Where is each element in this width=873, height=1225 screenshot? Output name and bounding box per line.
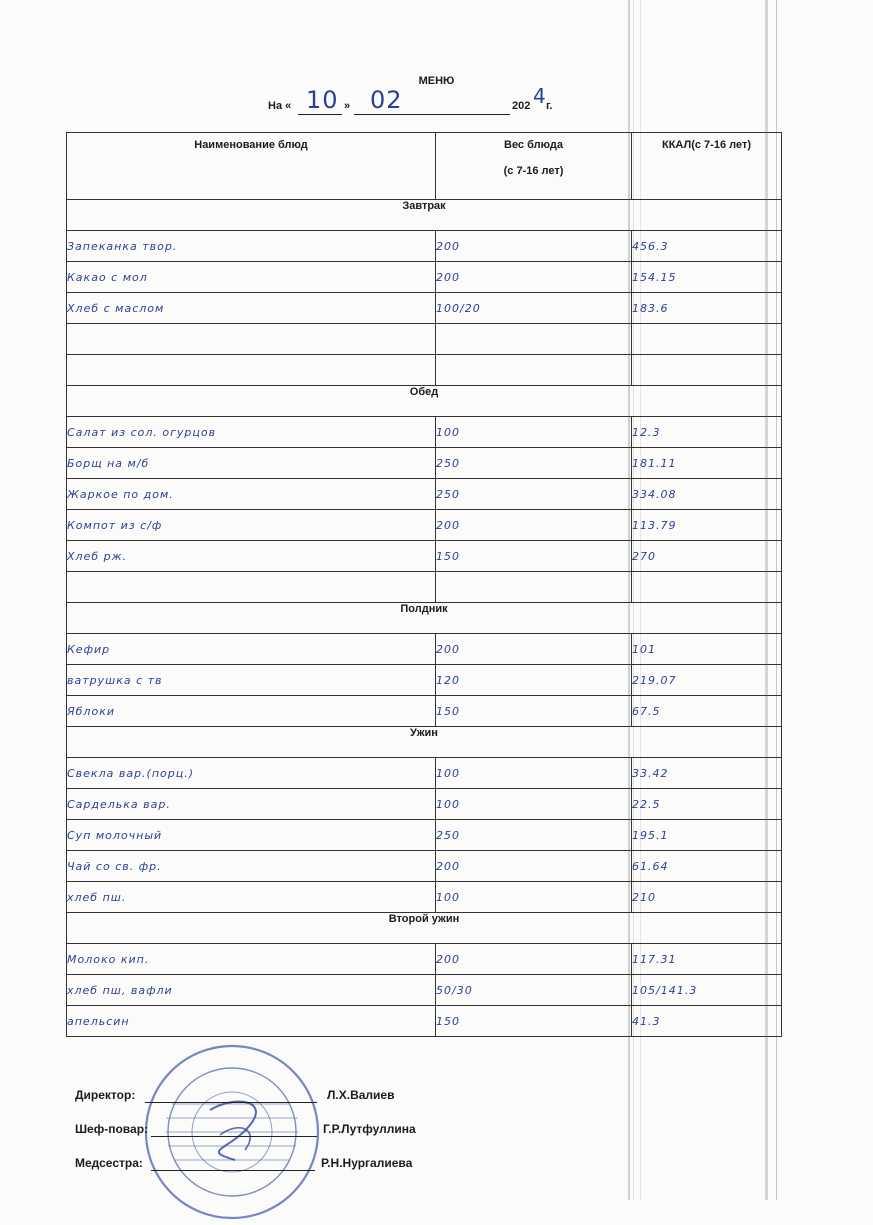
cell-name: Запеканка твор. (67, 231, 436, 262)
signature-role: Директор: (75, 1088, 136, 1102)
signature-role: Медсестра: (75, 1156, 143, 1170)
table-row (67, 572, 782, 603)
cell-name: Яблоки (67, 696, 436, 727)
date-year-prefix: 202 (512, 100, 531, 112)
cell-weight: 50/30 (436, 975, 632, 1006)
signature-line (151, 1136, 317, 1137)
cell-name: апельсин (67, 1006, 436, 1037)
cell-kcal: 183.6 (632, 293, 782, 324)
cell-kcal: 334.08 (632, 479, 782, 510)
cell-kcal: 67.5 (632, 696, 782, 727)
section-title: Второй ужин (67, 913, 782, 944)
cell-weight: 120 (436, 665, 632, 696)
cell-weight: 200 (436, 944, 632, 975)
cell-name: Суп молочный (67, 820, 436, 851)
cell-weight: 200 (436, 262, 632, 293)
cell-kcal: 105/141.3 (632, 975, 782, 1006)
cell-name: Сарделька вар. (67, 789, 436, 820)
section-title: Ужин (67, 727, 782, 758)
cell-name: Молоко кип. (67, 944, 436, 975)
cell-name: хлеб пш, вафли (67, 975, 436, 1006)
cell-name: Свекла вар.(порц.) (67, 758, 436, 789)
date-day: 10 (306, 86, 339, 114)
table-row (67, 231, 782, 262)
table-row (67, 541, 782, 572)
header-kcal: ККАЛ(с 7-16 лет) (632, 133, 782, 200)
date-prefix: На « (268, 100, 292, 112)
table-row (67, 355, 782, 386)
menu-body (67, 200, 782, 1037)
cell-weight: 100/20 (436, 293, 632, 324)
cell-weight: 150 (436, 541, 632, 572)
cell-weight (436, 324, 632, 355)
table-row (67, 479, 782, 510)
date-year-digit: 4 (533, 84, 547, 108)
cell-weight: 100 (436, 417, 632, 448)
date-underline (298, 114, 342, 115)
cell-kcal: 195.1 (632, 820, 782, 851)
cell-kcal: 456.3 (632, 231, 782, 262)
table-row (67, 1006, 782, 1037)
cell-weight: 250 (436, 479, 632, 510)
table-row (67, 665, 782, 696)
cell-name: Хлеб с маслом (67, 293, 436, 324)
table-row (67, 293, 782, 324)
signature-role: Шеф-повар: (75, 1122, 149, 1136)
cell-kcal: 113.79 (632, 510, 782, 541)
section-title: Полдник (67, 603, 782, 634)
cell-weight: 150 (436, 1006, 632, 1037)
section-row (67, 603, 782, 634)
official-stamp (140, 1040, 325, 1225)
cell-name: хлеб пш. (67, 882, 436, 913)
cell-weight: 200 (436, 510, 632, 541)
date-underline (354, 114, 510, 115)
table-row (67, 882, 782, 913)
cell-kcal: 61.64 (632, 851, 782, 882)
signature-line (145, 1102, 317, 1103)
section-title: Обед (67, 386, 782, 417)
cell-weight: 100 (436, 789, 632, 820)
table-row (67, 417, 782, 448)
cell-weight: 200 (436, 634, 632, 665)
cell-name: Компот из с/ф (67, 510, 436, 541)
cell-name: ватрушка с тв (67, 665, 436, 696)
cell-name (67, 324, 436, 355)
signature-person: Г.Р.Лутфуллина (323, 1122, 416, 1136)
table-row (67, 634, 782, 665)
cell-kcal: 33.42 (632, 758, 782, 789)
cell-weight (436, 355, 632, 386)
table-row (67, 789, 782, 820)
section-row (67, 913, 782, 944)
cell-kcal: 41.3 (632, 1006, 782, 1037)
document-title: МЕНЮ (418, 75, 455, 87)
section-row (67, 200, 782, 231)
cell-weight (436, 572, 632, 603)
cell-name (67, 355, 436, 386)
table-row (67, 696, 782, 727)
section-row (67, 727, 782, 758)
cell-weight: 250 (436, 820, 632, 851)
table-row (67, 944, 782, 975)
menu-table (66, 132, 782, 1037)
cell-name: Борщ на м/б (67, 448, 436, 479)
cell-kcal: 101 (632, 634, 782, 665)
table-row (67, 510, 782, 541)
cell-weight: 150 (436, 696, 632, 727)
cell-kcal (632, 355, 782, 386)
date-mid: » (344, 100, 351, 112)
cell-kcal: 22.5 (632, 789, 782, 820)
cell-weight: 100 (436, 758, 632, 789)
header-weight: Вес блюда (с 7-16 лет) (436, 133, 632, 200)
table-row (67, 975, 782, 1006)
section-row (67, 386, 782, 417)
cell-kcal: 219.07 (632, 665, 782, 696)
cell-name: Салат из сол. огурцов (67, 417, 436, 448)
cell-name: Хлеб рж. (67, 541, 436, 572)
signature-person: Р.Н.Нургалиева (321, 1156, 413, 1170)
table-row (67, 262, 782, 293)
cell-weight: 250 (436, 448, 632, 479)
cell-kcal: 270 (632, 541, 782, 572)
cell-name: Какао с мол (67, 262, 436, 293)
table-row (67, 448, 782, 479)
section-title: Завтрак (67, 200, 782, 231)
signature-line (151, 1170, 315, 1171)
cell-name: Кефир (67, 634, 436, 665)
cell-kcal: 181.11 (632, 448, 782, 479)
cell-kcal: 210 (632, 882, 782, 913)
header-name: Наименование блюд (67, 133, 436, 200)
cell-weight: 100 (436, 882, 632, 913)
cell-name: Чай со св. фр. (67, 851, 436, 882)
cell-kcal (632, 572, 782, 603)
cell-name (67, 572, 436, 603)
cell-kcal: 154.15 (632, 262, 782, 293)
signature-person: Л.Х.Валиев (327, 1088, 395, 1102)
table-row (67, 324, 782, 355)
date-month: 02 (370, 86, 403, 114)
cell-weight: 200 (436, 851, 632, 882)
cell-kcal (632, 324, 782, 355)
date-suffix: г. (546, 100, 553, 112)
cell-weight: 200 (436, 231, 632, 262)
table-row (67, 820, 782, 851)
table-row (67, 758, 782, 789)
cell-name: Жаркое по дом. (67, 479, 436, 510)
cell-kcal: 117.31 (632, 944, 782, 975)
cell-kcal: 12.3 (632, 417, 782, 448)
table-row (67, 851, 782, 882)
